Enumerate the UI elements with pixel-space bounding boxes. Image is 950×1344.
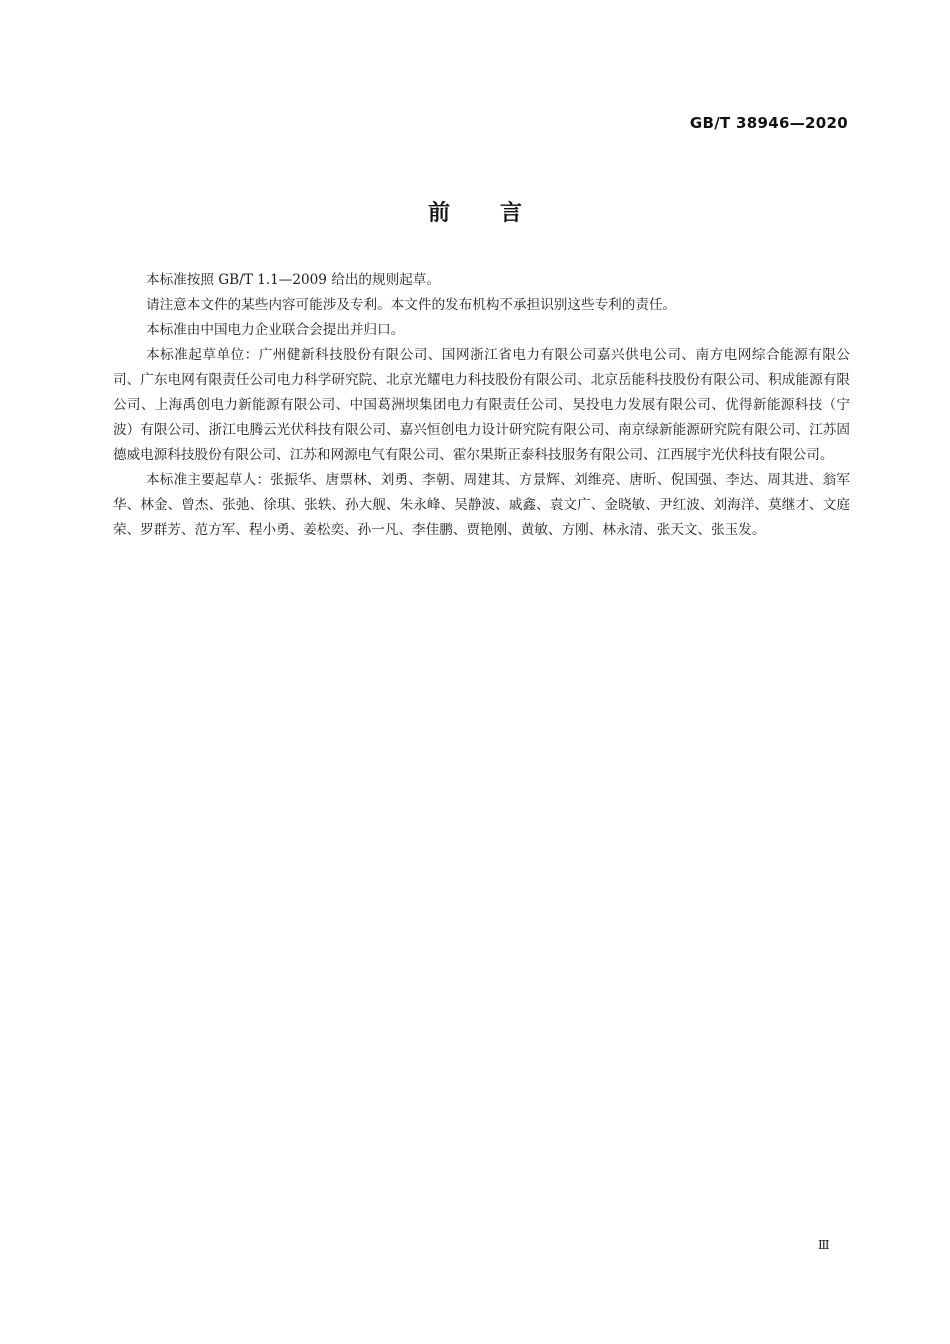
paragraph-patent-notice: 请注意本文件的某些内容可能涉及专利。本文件的发布机构不承担识别这些专利的责任。 [146, 297, 677, 313]
standard-number: GB/T 38946—2020 [689, 114, 848, 132]
paragraph-drafting-rules: 本标准按照 GB/T 1.1—2009 给出的规则起草。 [146, 272, 440, 288]
preface-body [113, 268, 850, 543]
paragraph-proposer: 本标准由中国电力企业联合会提出并归口。 [146, 322, 405, 338]
paragraph-drafting-units: 本标准起草单位：广州健新科技股份有限公司、国网浙江省电力有限公司嘉兴供电公司、南方电网综合能源有限公司、广东电网有限责任公司电力科学研究院、北京光耀电力科技股份有限公司、北京岳能科技股份有限公司、积成能源有限公司、上海禹创电力新能源有限公司、中国葛洲坝集团电力有限责任公司、昊投电力发展有限公司、优得新能源科技（宁波）有限公司、浙江电腾云光伏科技有限公司、嘉兴恒创电力设计研究院有限公司、南京绿新能源研究院有限公司、江苏固德威电源科技股份有限公司、江苏和网源电气有限公司、霍尔果斯正泰科技服务有限公司、江西展宇光伏科技有限公司。 [113, 347, 850, 463]
page-title [0, 196, 950, 227]
page-number: Ⅲ [818, 1238, 830, 1252]
title-char-1: 前 [427, 201, 450, 226]
title-char-2: 言 [500, 201, 523, 226]
paragraph-drafters: 本标准主要起草人：张振华、唐票林、刘勇、李朝、周建其、方景辉、刘维亮、唐昕、倪国强、李达、周其进、翁军华、林金、曾杰、张弛、徐琪、张轶、孙大舰、朱永峰、吴静波、戚鑫、袁文广、金晓敏、尹红波、刘海洋、莫继才、文庭荣、罗群芳、范方军、程小勇、姜松奕、孙一凡、李佳鹏、贾艳刚、黄敏、方刚、林永清、张天文、张玉发。 [113, 472, 850, 538]
